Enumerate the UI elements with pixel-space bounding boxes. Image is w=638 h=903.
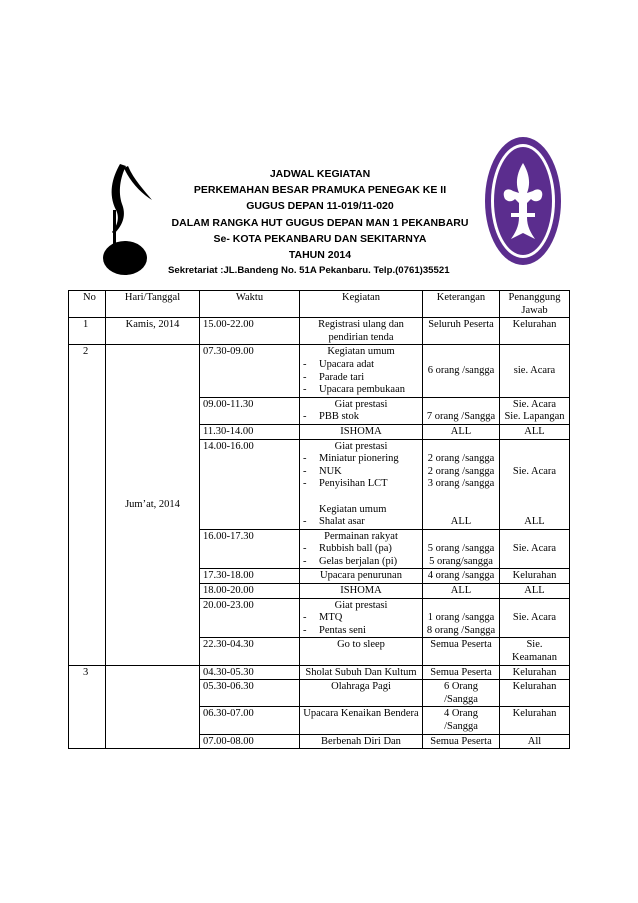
cell-keterangan: 4 Orang /Sangga bbox=[423, 707, 500, 734]
cell-kegiatan bbox=[300, 598, 423, 638]
keterangan-value: 8 orang /Sangga bbox=[426, 624, 496, 636]
cell-kegiatan: ISHOMA bbox=[300, 584, 423, 599]
kegiatan-item: MTQ bbox=[319, 612, 343, 624]
bullet-dash: - bbox=[303, 358, 307, 370]
header-region: Se- KOTA PEKANBARU DAN SEKITARNYA bbox=[213, 232, 427, 245]
pj-value: Sie. Lapangan bbox=[504, 411, 565, 423]
kegiatan-item: Rubbish ball (pa) bbox=[319, 543, 392, 555]
cell-waktu: 09.00-11.30 bbox=[200, 397, 300, 424]
cell-keterangan: ALL bbox=[423, 424, 500, 439]
bullet-dash: - bbox=[303, 384, 307, 396]
table-header-row bbox=[69, 291, 570, 318]
cell-pj bbox=[500, 397, 570, 424]
cell-kegiatan: Upacara Kenaikan Bendera bbox=[300, 707, 423, 734]
header-event: PERKEMAHAN BESAR PRAMUKA PENEGAK KE II bbox=[193, 184, 447, 197]
cell-waktu: 18.00-20.00 bbox=[200, 584, 300, 599]
pj-value: ALL bbox=[524, 516, 545, 528]
header-year: TAHUN 2014 bbox=[288, 249, 352, 262]
table-row bbox=[69, 318, 570, 345]
table-row bbox=[69, 345, 570, 397]
cell-waktu: 20.00-23.00 bbox=[200, 598, 300, 638]
cell-kegiatan: Berbenah Diri Dan bbox=[300, 734, 423, 749]
cell-keterangan bbox=[423, 439, 500, 529]
cell-waktu: 04.30-05.30 bbox=[200, 665, 300, 680]
kegiatan-item: PBB stok bbox=[319, 411, 359, 423]
keterangan-value: 2 orang /sangga bbox=[427, 465, 495, 477]
cell-kegiatan: ISHOMA bbox=[300, 424, 423, 439]
kegiatan-title: Giat prestasi bbox=[334, 398, 388, 410]
keterangan-value: ALL bbox=[450, 516, 472, 528]
kegiatan-title: Kegiatan umum bbox=[327, 346, 395, 358]
cell-keterangan bbox=[423, 397, 500, 424]
cell-pj: Kelurahan bbox=[500, 318, 570, 345]
kegiatan-item: Upacara adat bbox=[319, 358, 375, 370]
kegiatan-item: Penyisihan LCT bbox=[319, 478, 388, 490]
cell-pj bbox=[500, 598, 570, 638]
cell-pj: Kelurahan bbox=[500, 707, 570, 734]
bullet-dash: - bbox=[303, 453, 307, 465]
kegiatan-title: Kegiatan umum bbox=[319, 503, 387, 515]
keterangan-value: 5 orang /sangga bbox=[427, 543, 495, 555]
kegiatan-title: Giat prestasi bbox=[334, 440, 388, 452]
cell-keterangan: ALL bbox=[423, 584, 500, 599]
cell-pj: ALL bbox=[500, 424, 570, 439]
pj-value: Sie. Acara bbox=[512, 543, 557, 555]
cell-pj bbox=[500, 439, 570, 529]
cell-pj: ALL bbox=[500, 584, 570, 599]
pj-value: Sie. Acara bbox=[512, 465, 557, 477]
cell-waktu: 14.00-16.00 bbox=[200, 439, 300, 529]
cell-kegiatan bbox=[300, 345, 423, 397]
document-header bbox=[150, 166, 490, 279]
kegiatan-item: Pentas seni bbox=[319, 624, 366, 636]
cell-kegiatan: Olahraga Pagi bbox=[300, 680, 423, 707]
cell-keterangan bbox=[423, 529, 500, 569]
cell-pj: Sie. Keamanan bbox=[500, 638, 570, 665]
cell-waktu: 06.30-07.00 bbox=[200, 707, 300, 734]
cell-kegiatan: Upacara penurunan bbox=[300, 569, 423, 584]
cell-kegiatan: Go to sleep bbox=[300, 638, 423, 665]
cell-keterangan: Semua Peserta bbox=[423, 638, 500, 665]
kegiatan-item: Upacara pembukaan bbox=[319, 384, 405, 396]
header-kegiatan: Kegiatan bbox=[300, 291, 423, 318]
bullet-dash: - bbox=[303, 411, 307, 423]
cell-waktu: 16.00-17.30 bbox=[200, 529, 300, 569]
cell-waktu: 22.30-04.30 bbox=[200, 638, 300, 665]
header-keterangan: Keterangan bbox=[423, 291, 500, 318]
header-pj: Penanggung Jawab bbox=[500, 291, 570, 318]
bullet-dash: - bbox=[303, 612, 307, 624]
bullet-dash: - bbox=[303, 371, 307, 383]
cell-pj: Kelurahan bbox=[500, 680, 570, 707]
header-sekretariat: Sekretariat :JL.Bandeng No. 51A Pekanbaru. Telp.(0761)35521 bbox=[168, 265, 450, 277]
cell-kegiatan bbox=[300, 397, 423, 424]
cell-no: 3 bbox=[69, 665, 106, 749]
cell-pj bbox=[500, 529, 570, 569]
cell-pj: Kelurahan bbox=[500, 569, 570, 584]
pj-value: Sie. Acara bbox=[512, 398, 557, 410]
cell-waktu: 11.30-14.00 bbox=[200, 424, 300, 439]
header-occasion: DALAM RANGKA HUT GUGUS DEPAN MAN 1 PEKANBARU bbox=[171, 216, 469, 229]
header-title: JADWAL KEGIATAN bbox=[269, 168, 371, 180]
cell-pj: All bbox=[500, 734, 570, 749]
cell-kegiatan bbox=[300, 439, 423, 529]
cell-waktu: 17.30-18.00 bbox=[200, 569, 300, 584]
pj-value: Sie. Acara bbox=[512, 612, 557, 624]
kegiatan-item: Miniatur pionering bbox=[319, 453, 399, 465]
cell-kegiatan bbox=[300, 529, 423, 569]
cell-hari bbox=[106, 665, 200, 749]
cell-keterangan: 4 orang /sangga bbox=[423, 569, 500, 584]
kegiatan-title: Permainan rakyat bbox=[324, 530, 398, 542]
cell-kegiatan: Registrasi ulang dan pendirian tenda bbox=[300, 318, 423, 345]
cell-hari: Jum’at, 2014 bbox=[106, 345, 200, 665]
kegiatan-item: NUK bbox=[319, 465, 342, 477]
bullet-dash: - bbox=[303, 624, 307, 636]
kegiatan-title: Giat prestasi bbox=[334, 599, 388, 611]
header-waktu: Waktu bbox=[200, 291, 300, 318]
cell-waktu: 15.00-22.00 bbox=[200, 318, 300, 345]
cell-keterangan: 6 Orang /Sangga bbox=[423, 680, 500, 707]
keterangan-value: 7 orang /Sangga bbox=[426, 411, 496, 423]
cell-no: 2 bbox=[69, 345, 106, 665]
cell-keterangan: 6 orang /sangga bbox=[423, 345, 500, 397]
cell-no: 1 bbox=[69, 318, 106, 345]
cell-hari: Kamis, 2014 bbox=[106, 318, 200, 345]
kegiatan-item: Shalat asar bbox=[319, 516, 365, 528]
bullet-dash: - bbox=[303, 465, 307, 477]
bullet-dash: - bbox=[303, 543, 307, 555]
keterangan-value: 2 orang /sangga bbox=[427, 453, 495, 465]
header-hari: Hari/Tanggal bbox=[106, 291, 200, 318]
schedule-table bbox=[68, 290, 570, 749]
bullet-dash: - bbox=[303, 478, 307, 490]
bullet-dash: - bbox=[303, 516, 307, 528]
cell-waktu: 07.00-08.00 bbox=[200, 734, 300, 749]
cell-kegiatan: Sholat Subuh Dan Kultum bbox=[300, 665, 423, 680]
cell-pj: sie. Acara bbox=[500, 345, 570, 397]
keterangan-value: 3 orang /sangga bbox=[427, 478, 495, 490]
header-no: No bbox=[69, 291, 106, 318]
keterangan-value: 5 orang/sangga bbox=[429, 555, 493, 567]
kegiatan-item: Parade tari bbox=[319, 371, 365, 383]
cell-keterangan: Semua Peserta bbox=[423, 734, 500, 749]
cell-keterangan bbox=[423, 598, 500, 638]
cell-waktu: 05.30-06.30 bbox=[200, 680, 300, 707]
cell-keterangan: Seluruh Peserta bbox=[423, 318, 500, 345]
bullet-dash: - bbox=[303, 555, 307, 567]
wosm-emblem-icon bbox=[483, 135, 563, 268]
kegiatan-item: Gelas berjalan (pi) bbox=[319, 555, 398, 567]
table-row bbox=[69, 665, 570, 680]
keterangan-value: 1 orang /sangga bbox=[427, 612, 495, 624]
cell-waktu: 07.30-09.00 bbox=[200, 345, 300, 397]
header-gugus: GUGUS DEPAN 11-019/11-020 bbox=[246, 200, 394, 213]
cell-pj: Kelurahan bbox=[500, 665, 570, 680]
cell-keterangan: Semua Peserta bbox=[423, 665, 500, 680]
